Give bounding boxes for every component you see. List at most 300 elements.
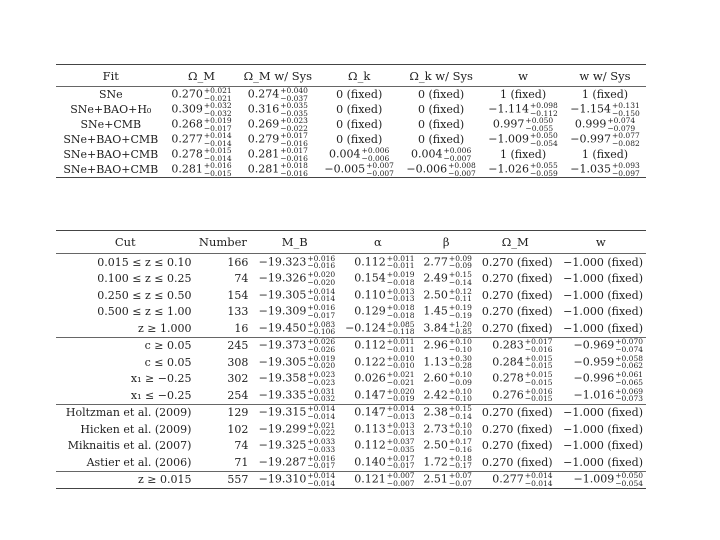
lower-error: −0.035 bbox=[280, 108, 308, 118]
row-number: 74 bbox=[234, 272, 249, 286]
upper-error: +0.032 bbox=[203, 101, 232, 110]
upper-error: +0.006 bbox=[443, 146, 472, 155]
upper-error: +0.055 bbox=[530, 161, 558, 170]
table-cell bbox=[482, 117, 564, 132]
column-header: Cut bbox=[56, 231, 194, 254]
uncertainty bbox=[307, 405, 335, 420]
cell-value: 0.270 (fixed) bbox=[481, 422, 553, 436]
table-cell bbox=[475, 271, 556, 288]
upper-error: +0.023 bbox=[307, 370, 336, 380]
table-cell bbox=[556, 354, 646, 371]
cell-value: −0.006 bbox=[406, 162, 448, 176]
table-cell bbox=[251, 304, 338, 321]
upper-error: +0.077 bbox=[611, 131, 640, 140]
row-label: 0.250 ≤ z ≤ 0.50 bbox=[97, 288, 192, 302]
cell-value: 0.270 (fixed) bbox=[481, 455, 553, 469]
lower-error: −0.17 bbox=[448, 461, 472, 471]
table-cell bbox=[482, 132, 564, 147]
table-cell bbox=[237, 102, 318, 117]
cell-value: 0.278 bbox=[492, 371, 524, 385]
upper-error: +0.016 bbox=[524, 386, 553, 396]
uncertainty bbox=[204, 162, 232, 177]
table-cell bbox=[237, 117, 318, 132]
cell-value: −0.997 bbox=[570, 132, 611, 146]
table-cell bbox=[556, 287, 646, 304]
table-cell bbox=[251, 404, 338, 421]
column-header: M_B bbox=[251, 231, 338, 254]
uncertainty bbox=[366, 162, 394, 177]
cell-value: 2.60 bbox=[423, 371, 448, 385]
row-label: SNe bbox=[98, 88, 123, 101]
uncertainty bbox=[280, 87, 308, 102]
cell-value: −19.450 bbox=[258, 321, 307, 335]
row-number: 254 bbox=[194, 387, 251, 404]
table-cell bbox=[318, 132, 400, 147]
lower-error: −0.011 bbox=[386, 261, 415, 271]
cell-value: −19.358 bbox=[258, 371, 307, 385]
table-cell bbox=[556, 421, 646, 438]
cell-value: −1.009 bbox=[488, 132, 530, 146]
cell-value: −1.000 (fixed) bbox=[563, 272, 643, 286]
uncertainty bbox=[307, 388, 335, 403]
row-label: SNe+CMB bbox=[80, 118, 142, 131]
row-number: 16 bbox=[194, 320, 251, 337]
lower-error: −0.022 bbox=[307, 428, 336, 438]
table-row bbox=[56, 102, 646, 117]
upper-error: +0.026 bbox=[307, 337, 336, 347]
uncertainty bbox=[204, 132, 232, 147]
upper-error: +0.031 bbox=[307, 386, 336, 396]
table-cell bbox=[338, 438, 417, 455]
table-row bbox=[56, 162, 646, 178]
cell-value: −1.035 bbox=[570, 162, 611, 176]
cell-value: 0.270 (fixed) bbox=[481, 272, 553, 286]
uncertainty bbox=[449, 388, 472, 403]
cell-value: −1.009 bbox=[573, 472, 615, 486]
upper-error: +0.050 bbox=[615, 471, 643, 481]
row-label: SNe+BAO+H₀ bbox=[70, 103, 152, 116]
cell-value: 0.004 bbox=[410, 147, 443, 161]
uncertainty bbox=[612, 132, 640, 147]
row-number: 302 bbox=[227, 372, 249, 386]
uncertainty bbox=[443, 147, 471, 162]
uncertainty bbox=[307, 321, 335, 336]
uncertainty bbox=[280, 102, 308, 117]
cell-value: −19.299 bbox=[258, 422, 307, 436]
uncertainty bbox=[612, 162, 640, 177]
row-number: 71 bbox=[194, 454, 251, 471]
lower-error: −0.032 bbox=[307, 394, 336, 404]
lower-error: −0.007 bbox=[366, 168, 394, 178]
table-cell bbox=[338, 371, 417, 388]
uncertainty bbox=[615, 388, 643, 403]
upper-error: +0.008 bbox=[448, 161, 476, 170]
lower-error: −0.017 bbox=[203, 123, 232, 133]
table-cell bbox=[166, 162, 238, 178]
upper-error: +0.014 bbox=[307, 286, 336, 296]
cell-value: 2.38 bbox=[423, 405, 448, 419]
uncertainty bbox=[449, 405, 472, 420]
upper-error: +0.014 bbox=[307, 471, 336, 481]
cell-value: 0.281 bbox=[171, 162, 203, 176]
lower-error: −0.016 bbox=[280, 168, 308, 178]
table-cell bbox=[251, 271, 338, 288]
cell-value: 0.999 bbox=[574, 117, 607, 131]
lower-error: −0.062 bbox=[615, 361, 643, 371]
lower-error: −0.014 bbox=[307, 411, 336, 421]
cell-value: 0 (fixed) bbox=[418, 88, 465, 101]
table-cell bbox=[251, 337, 338, 354]
table-cell bbox=[251, 371, 338, 388]
upper-error: +0.016 bbox=[307, 453, 336, 463]
cell-value: −0.959 bbox=[573, 355, 615, 369]
upper-error: +0.15 bbox=[448, 404, 472, 414]
lower-error: −0.007 bbox=[386, 478, 415, 488]
lower-error: −0.14 bbox=[448, 277, 472, 287]
table-cell bbox=[338, 337, 417, 354]
lower-error: −0.021 bbox=[386, 377, 415, 387]
lower-error: −0.079 bbox=[607, 123, 636, 133]
table-row bbox=[56, 454, 646, 471]
cell-value: 0.281 bbox=[247, 147, 280, 161]
row-label: 0.100 ≤ z ≤ 0.25 bbox=[97, 272, 192, 286]
row-number: 245 bbox=[227, 339, 249, 353]
cell-value: −1.026 bbox=[488, 162, 530, 176]
upper-error: +0.050 bbox=[530, 131, 558, 140]
lower-error: −0.106 bbox=[307, 327, 336, 337]
table-cell bbox=[556, 438, 646, 455]
uncertainty bbox=[387, 455, 415, 470]
table-cell bbox=[400, 132, 482, 147]
upper-error: +0.15 bbox=[448, 270, 472, 280]
table-cell bbox=[166, 132, 238, 147]
row-label: z ≥ 1.000 bbox=[56, 320, 194, 337]
table-cell bbox=[475, 304, 556, 321]
table-cell bbox=[338, 271, 417, 288]
uncertainty bbox=[387, 422, 415, 437]
upper-error: +0.058 bbox=[615, 353, 643, 363]
upper-error: +0.10 bbox=[448, 370, 472, 380]
uncertainty bbox=[525, 371, 553, 386]
lower-error: −0.013 bbox=[386, 411, 415, 421]
uncertainty bbox=[307, 355, 335, 370]
uncertainty bbox=[387, 304, 415, 319]
lower-error: −0.112 bbox=[530, 108, 558, 118]
upper-error: +0.019 bbox=[203, 116, 232, 125]
uncertainty bbox=[525, 338, 553, 353]
table-row bbox=[56, 387, 646, 404]
table-cell bbox=[418, 454, 475, 471]
lower-error: −0.85 bbox=[448, 327, 472, 337]
column-header: Ω_M bbox=[166, 65, 238, 87]
column-header: Number bbox=[194, 231, 251, 254]
table-cell bbox=[564, 102, 646, 117]
cell-value: 0.154 bbox=[354, 271, 386, 285]
uncertainty bbox=[387, 321, 415, 336]
uncertainty bbox=[530, 132, 558, 147]
cell-value: 0.279 bbox=[247, 132, 280, 146]
table-cell bbox=[400, 147, 482, 162]
lower-error: −0.014 bbox=[524, 478, 553, 488]
table-cell bbox=[237, 87, 318, 103]
lower-error: −0.14 bbox=[448, 411, 472, 421]
upper-error: +0.013 bbox=[386, 420, 415, 430]
table-cell bbox=[556, 304, 646, 321]
table-cell bbox=[251, 438, 338, 455]
cell-value: 1 (fixed) bbox=[499, 148, 547, 161]
row-label: Astier et al. (2006) bbox=[56, 454, 194, 471]
lower-error: −0.09 bbox=[448, 261, 472, 271]
lower-error: −0.006 bbox=[361, 153, 390, 163]
uncertainty bbox=[307, 438, 335, 453]
lower-error: −0.021 bbox=[203, 93, 232, 103]
table-cell bbox=[418, 421, 475, 438]
table-cell bbox=[251, 287, 338, 304]
upper-error: +0.050 bbox=[525, 116, 554, 125]
uncertainty bbox=[280, 117, 308, 132]
lower-error: −0.018 bbox=[386, 277, 415, 287]
cell-value: −1.000 (fixed) bbox=[563, 255, 643, 269]
uncertainty bbox=[204, 102, 232, 117]
lower-error: −0.015 bbox=[524, 361, 553, 371]
table-cell bbox=[166, 147, 238, 162]
table-cell bbox=[338, 320, 417, 337]
cell-value: 1 (fixed) bbox=[581, 148, 629, 161]
table-cell bbox=[418, 304, 475, 321]
uncertainty bbox=[448, 162, 476, 177]
cell-value: −19.310 bbox=[258, 472, 307, 486]
upper-error: +0.098 bbox=[530, 101, 558, 110]
uncertainty bbox=[449, 304, 472, 319]
lower-error: −0.055 bbox=[525, 123, 554, 133]
upper-error: +0.021 bbox=[386, 370, 415, 380]
cell-value: −1.000 (fixed) bbox=[563, 422, 643, 436]
upper-error: +0.074 bbox=[607, 116, 636, 125]
cell-value: 0.283 bbox=[492, 338, 524, 352]
lower-error: −0.011 bbox=[386, 344, 415, 354]
upper-error: +0.016 bbox=[203, 161, 232, 170]
row-label: 0.015 ≤ z ≤ 0.10 bbox=[97, 255, 192, 269]
upper-error: +0.023 bbox=[280, 116, 308, 125]
table-cell bbox=[251, 254, 338, 271]
table-cell bbox=[166, 87, 238, 103]
cell-value: −1.000 (fixed) bbox=[563, 321, 643, 335]
table-cell bbox=[475, 254, 556, 271]
uncertainty bbox=[615, 355, 643, 370]
cell-value: 2.49 bbox=[423, 271, 448, 285]
cell-value: −19.335 bbox=[258, 388, 307, 402]
cell-value: 0.276 bbox=[492, 388, 524, 402]
cell-value: −0.124 bbox=[345, 321, 386, 335]
upper-error: +1.20 bbox=[448, 319, 472, 329]
table-cell bbox=[475, 404, 556, 421]
upper-error: +0.010 bbox=[386, 353, 415, 363]
table-cell bbox=[418, 354, 475, 371]
lower-error: −0.10 bbox=[448, 394, 472, 404]
upper-error: +0.19 bbox=[448, 303, 472, 313]
lower-error: −0.11 bbox=[448, 294, 472, 304]
cell-value: 0 (fixed) bbox=[418, 133, 465, 146]
upper-error: +0.007 bbox=[386, 471, 415, 481]
uncertainty bbox=[449, 255, 472, 270]
row-label: Miknaitis et al. (2007) bbox=[67, 439, 192, 453]
uncertainty bbox=[307, 304, 335, 319]
cell-value: 0.997 bbox=[492, 117, 525, 131]
cell-value: 0.122 bbox=[354, 355, 386, 369]
table-cell bbox=[556, 271, 646, 288]
table-cell bbox=[400, 117, 482, 132]
uncertainty bbox=[449, 455, 472, 470]
cell-value: 1 (fixed) bbox=[499, 88, 547, 101]
uncertainty bbox=[307, 455, 335, 470]
table-row bbox=[56, 404, 646, 421]
upper-error: +0.014 bbox=[524, 471, 553, 481]
cell-value: 0.147 bbox=[354, 405, 386, 419]
table-row bbox=[56, 254, 646, 271]
cell-value: 3.84 bbox=[423, 321, 448, 335]
upper-error: +0.017 bbox=[280, 146, 308, 155]
upper-error: +0.006 bbox=[361, 146, 390, 155]
table-cell bbox=[556, 387, 646, 404]
cell-value: 0.112 bbox=[354, 255, 386, 269]
column-header: Fit bbox=[56, 65, 166, 87]
cell-value: 2.73 bbox=[423, 422, 448, 436]
lower-error: −0.150 bbox=[611, 108, 640, 118]
cell-value: 0.278 bbox=[171, 147, 203, 161]
lower-error: −0.073 bbox=[615, 394, 643, 404]
table-cell bbox=[418, 404, 475, 421]
cell-value: −19.305 bbox=[258, 355, 307, 369]
cell-value: 2.50 bbox=[423, 288, 448, 302]
uncertainty bbox=[449, 338, 472, 353]
uncertainty bbox=[449, 288, 472, 303]
upper-error: +0.09 bbox=[448, 253, 472, 263]
lower-error: −0.023 bbox=[307, 377, 336, 387]
uncertainty bbox=[525, 472, 553, 487]
uncertainty bbox=[387, 271, 415, 286]
cell-value: 0 (fixed) bbox=[418, 118, 465, 131]
table-cell bbox=[418, 337, 475, 354]
lower-error: −0.015 bbox=[524, 394, 553, 404]
lower-error: −0.035 bbox=[386, 444, 415, 454]
lower-error: −0.016 bbox=[524, 344, 553, 354]
table-cell bbox=[556, 320, 646, 337]
lower-error: −0.022 bbox=[280, 123, 308, 133]
uncertainty bbox=[607, 117, 635, 132]
table-row bbox=[56, 147, 646, 162]
cell-value: 0.274 bbox=[247, 87, 280, 101]
lower-error: −0.16 bbox=[448, 444, 472, 454]
cell-value: 0.281 bbox=[247, 162, 280, 176]
table-cell bbox=[418, 371, 475, 388]
cell-value: 2.51 bbox=[423, 472, 448, 486]
lower-error: −0.054 bbox=[615, 478, 643, 488]
cell-value: 0 (fixed) bbox=[336, 133, 383, 146]
row-number: 133 bbox=[227, 305, 249, 319]
cell-value: −1.000 (fixed) bbox=[563, 288, 643, 302]
table-cell bbox=[338, 304, 417, 321]
cell-value: −19.326 bbox=[258, 271, 307, 285]
table-cell bbox=[418, 254, 475, 271]
upper-error: +0.018 bbox=[386, 303, 415, 313]
upper-error: +0.069 bbox=[615, 386, 643, 396]
row-label: Holtzman et al. (2009) bbox=[65, 406, 192, 420]
cell-value: 0.277 bbox=[492, 472, 524, 486]
row-label: Hicken et al. (2009) bbox=[80, 422, 192, 436]
lower-error: −0.016 bbox=[280, 153, 308, 163]
table-row bbox=[56, 354, 646, 371]
lower-error: −0.032 bbox=[203, 108, 232, 118]
upper-error: +0.10 bbox=[448, 337, 472, 347]
table-cell bbox=[564, 87, 646, 103]
lower-error: −0.037 bbox=[280, 93, 308, 103]
cell-value: 0.113 bbox=[354, 422, 386, 436]
table-cell bbox=[418, 320, 475, 337]
upper-error: +0.017 bbox=[280, 131, 308, 140]
row-number: 557 bbox=[194, 471, 251, 489]
upper-error: +0.015 bbox=[524, 370, 553, 380]
table-cell bbox=[475, 454, 556, 471]
table-cell bbox=[318, 102, 400, 117]
table-row bbox=[56, 320, 646, 337]
uncertainty bbox=[612, 102, 640, 117]
table-cell bbox=[564, 162, 646, 178]
uncertainty bbox=[280, 147, 308, 162]
uncertainty bbox=[387, 388, 415, 403]
upper-error: +0.033 bbox=[307, 437, 336, 447]
uncertainty bbox=[449, 422, 472, 437]
upper-error: +0.037 bbox=[386, 437, 415, 447]
upper-error: +0.085 bbox=[386, 319, 415, 329]
upper-error: +0.061 bbox=[615, 370, 643, 380]
upper-error: +0.12 bbox=[448, 286, 472, 296]
lower-error: −0.082 bbox=[611, 138, 640, 148]
table-cell bbox=[318, 147, 400, 162]
cell-value: 1.72 bbox=[423, 455, 448, 469]
table-cell bbox=[482, 147, 564, 162]
cell-value: 0.110 bbox=[354, 288, 386, 302]
table-row bbox=[56, 271, 646, 288]
upper-error: +0.020 bbox=[386, 386, 415, 396]
row-number: 154 bbox=[227, 288, 249, 302]
table-row bbox=[56, 287, 646, 304]
upper-error: +0.015 bbox=[203, 146, 232, 155]
cell-value: 0 (fixed) bbox=[336, 118, 383, 131]
uncertainty bbox=[204, 147, 232, 162]
table-cell bbox=[482, 162, 564, 178]
lower-error: −0.020 bbox=[307, 361, 336, 371]
upper-error: +0.07 bbox=[448, 471, 472, 481]
lower-error: −0.007 bbox=[448, 168, 476, 178]
table-cell bbox=[418, 271, 475, 288]
row-label: z ≥ 0.015 bbox=[56, 471, 194, 489]
table-cell bbox=[237, 147, 318, 162]
column-header: α bbox=[338, 231, 417, 254]
upper-error: +0.17 bbox=[448, 437, 472, 447]
cell-value: −0.005 bbox=[324, 162, 366, 176]
table-cell bbox=[338, 354, 417, 371]
cell-value: 0.316 bbox=[247, 102, 280, 116]
row-label: c ≥ 0.05 bbox=[144, 339, 192, 353]
cell-value: −0.969 bbox=[573, 338, 615, 352]
table-cell bbox=[482, 102, 564, 117]
uncertainty bbox=[449, 438, 472, 453]
table-cell bbox=[556, 471, 646, 489]
table-cell bbox=[475, 371, 556, 388]
table-cell bbox=[475, 287, 556, 304]
table-cell bbox=[475, 421, 556, 438]
cell-value: 0.309 bbox=[171, 102, 203, 116]
